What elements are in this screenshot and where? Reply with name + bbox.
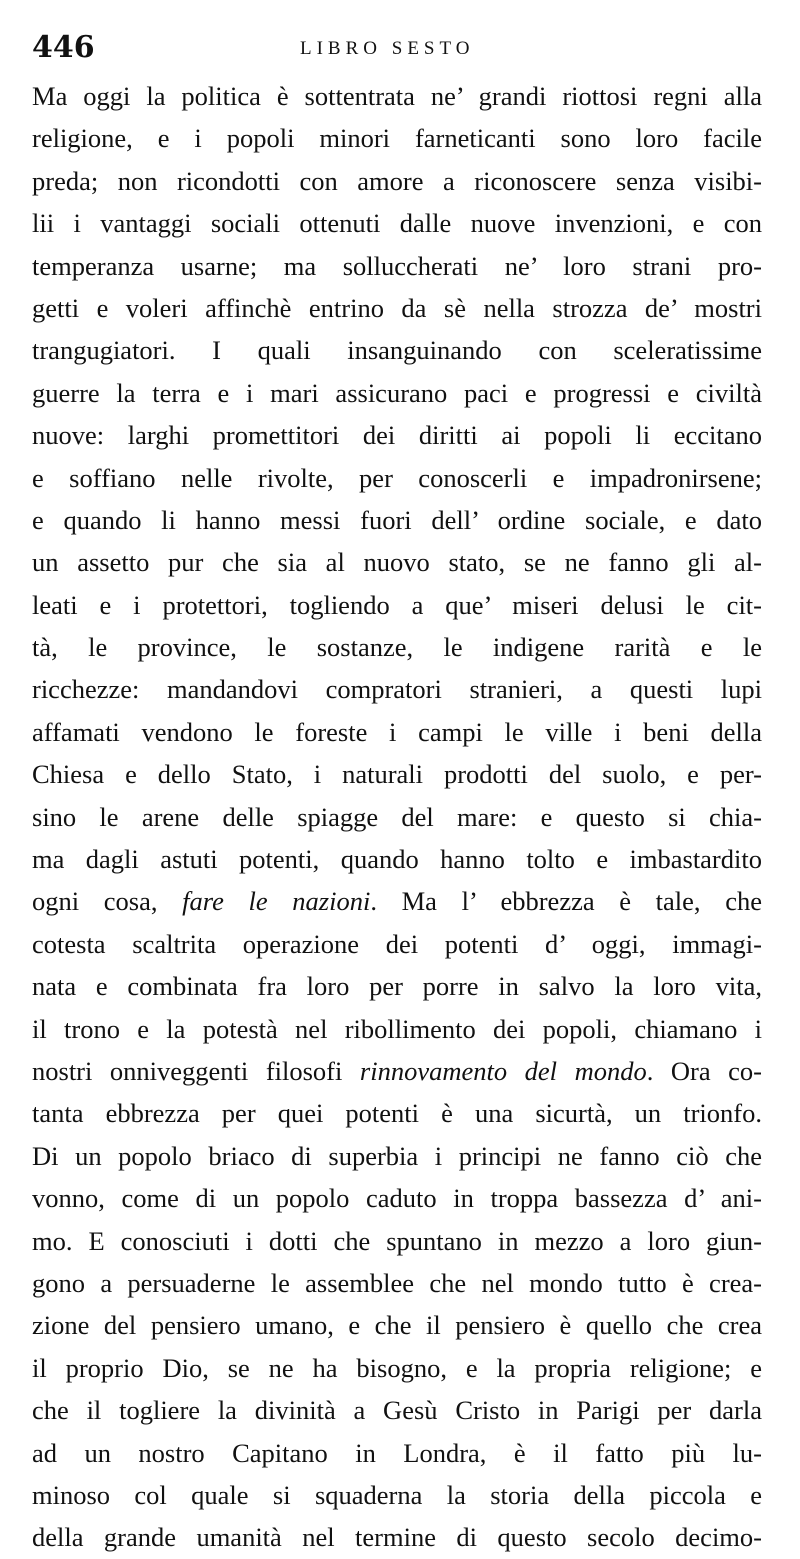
text-segment: nostri onniveggenti filosofi — [32, 1055, 360, 1086]
text-segment: gono a persuaderne le assemblee che nel mondo tutto è crea- — [32, 1267, 762, 1298]
text-segment: ma dagli astuti potenti, quando hanno tolto e imbastardito — [32, 844, 762, 875]
text-line — [32, 75, 762, 117]
text-line — [32, 626, 762, 668]
text-segment: religione, e i popoli minori farneticanti sono loro facile — [32, 123, 762, 154]
text-segment: ad un nostro Capitano in Londra, è il fatto più lu- — [32, 1437, 762, 1468]
text-line — [32, 287, 762, 329]
text-line — [32, 1008, 762, 1050]
text-segment: lii i vantaggi sociali ottenuti dalle nuove invenzioni, e con — [32, 208, 762, 239]
text-line — [32, 923, 762, 965]
text-line — [32, 1050, 762, 1092]
text-segment: zione del pensiero umano, e che il pensiero è quello che crea — [32, 1310, 762, 1341]
text-line — [32, 1262, 762, 1304]
text-line — [32, 1347, 762, 1389]
text-line — [32, 1432, 762, 1474]
text-segment: minoso col quale si squaderna la storia della piccola e — [32, 1479, 762, 1510]
text-segment: tà, le province, le sostanze, le indigene rarità e le — [32, 632, 762, 663]
text-line — [32, 160, 762, 202]
text-line — [32, 541, 762, 583]
text-segment: della grande umanità nel termine di questo secolo decimo- — [32, 1522, 762, 1553]
italic-phrase: rinnovamento del mondo — [359, 1055, 647, 1086]
text-line — [32, 1135, 762, 1177]
text-segment: mo. E conosciuti i dotti che spuntano in mezzo a loro giun- — [32, 1225, 762, 1256]
text-segment: Chiesa e dello Stato, i naturali prodotti del suolo, e per- — [32, 759, 762, 790]
text-segment: il proprio Dio, se ne ha bisogno, e la propria religione; e — [32, 1352, 762, 1383]
text-line — [32, 880, 762, 922]
text-segment: leati e i protettori, togliendo a que’ miseri delusi le cit- — [32, 589, 762, 620]
text-segment: sino le arene delle spiagge del mare: e questo si chia- — [32, 801, 762, 832]
text-line — [32, 457, 762, 499]
text-line — [32, 329, 762, 371]
text-segment: nata e combinata fra loro per porre in salvo la loro vita, — [32, 971, 762, 1002]
text-segment: nuove: larghi promettitori dei diritti ai popoli li eccitano — [32, 420, 762, 451]
text-line — [32, 1220, 762, 1262]
text-segment: tanta ebbrezza per quei potenti è una sicurtà, un trionfo. — [32, 1098, 762, 1129]
running-head: LIBRO SESTO — [300, 38, 475, 59]
text-segment: che il togliere la divinità a Gesù Cristo in Parigi per darla — [32, 1395, 762, 1426]
text-line — [32, 1389, 762, 1431]
text-line — [32, 796, 762, 838]
text-segment: preda; non ricondotti con amore a riconoscere senza visibi- — [32, 165, 762, 196]
text-segment: ogni cosa, — [32, 886, 183, 917]
text-line — [32, 668, 762, 710]
text-line — [32, 1474, 762, 1516]
text-line — [32, 1516, 762, 1558]
text-segment: ricchezze: mandandovi compratori stranieri, a questi lupi — [32, 674, 762, 705]
text-segment: . Ora co- — [646, 1055, 763, 1086]
text-segment: cotesta scaltrita operazione dei potenti d’ oggi, immagi- — [32, 928, 762, 959]
text-line — [32, 372, 762, 414]
text-segment: il trono e la potestà nel ribollimento dei popoli, chiamano i — [32, 1013, 762, 1044]
page-header — [32, 30, 772, 70]
text-line — [32, 245, 762, 287]
text-line — [32, 1092, 762, 1134]
text-segment: e soffiano nelle rivolte, per conoscerli e impadronirsene; — [32, 462, 762, 493]
text-line — [32, 1304, 762, 1346]
text-line — [32, 584, 762, 626]
text-line — [32, 414, 762, 456]
text-segment: Di un popolo briaco di superbia i principi ne fanno ciò che — [32, 1140, 762, 1171]
text-segment: temperanza usarne; ma solluccherati ne’ loro strani pro- — [32, 250, 762, 281]
text-segment: affamati vendono le foreste i campi le ville i beni della — [32, 716, 762, 747]
text-line — [32, 838, 762, 880]
text-segment: guerre la terra e i mari assicurano paci e progressi e civiltà — [32, 377, 762, 408]
text-segment: trangugiatori. I quali insanguinando con sceleratissime — [32, 335, 762, 366]
text-segment: getti e voleri affinchè entrino da sè nella strozza de’ mostri — [32, 292, 762, 323]
text-line — [32, 711, 762, 753]
text-segment: e quando li hanno messi fuori dell’ ordine sociale, e dato — [32, 504, 762, 535]
text-segment: . Ma l’ ebbrezza è tale, che — [370, 886, 762, 917]
text-segment: vonno, come di un popolo caduto in troppa bassezza d’ ani- — [32, 1183, 762, 1214]
text-line — [32, 965, 762, 1007]
text-line — [32, 753, 762, 795]
text-line — [32, 499, 762, 541]
text-segment: un assetto pur che sia al nuovo stato, se ne fanno gli al- — [32, 547, 762, 578]
body-text — [32, 75, 762, 1559]
italic-phrase: fare le nazioni — [182, 886, 371, 917]
text-line — [32, 202, 762, 244]
page-number: 446 — [32, 30, 95, 65]
text-segment: Ma oggi la politica è sottentrata ne’ grandi riottosi regni alla — [32, 81, 762, 111]
text-line — [32, 117, 762, 159]
text-line — [32, 1177, 762, 1219]
